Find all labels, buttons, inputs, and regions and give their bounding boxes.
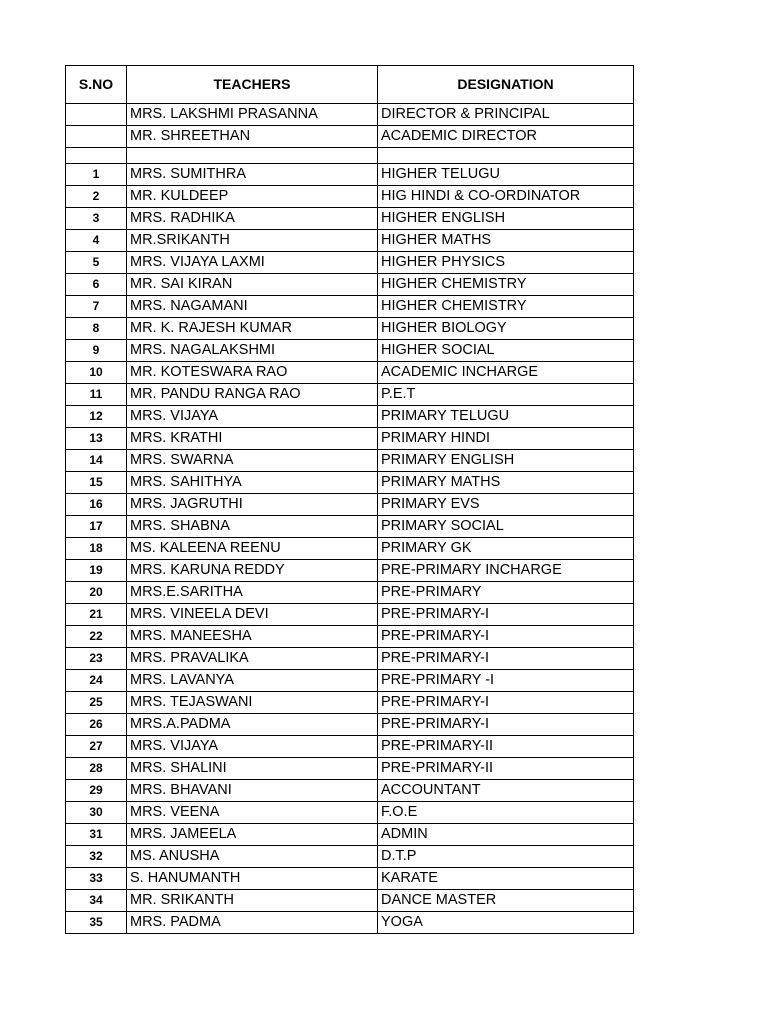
table-row [66, 362, 634, 384]
designation-cell: HIGHER SOCIAL [378, 340, 634, 362]
teacher-name-cell: MS. KALEENA REENU [127, 538, 378, 560]
serial-number-cell: 28 [66, 758, 127, 780]
serial-number-cell: 19 [66, 560, 127, 582]
designation-cell: ACCOUNTANT [378, 780, 634, 802]
teacher-name-cell: MR.SRIKANTH [127, 230, 378, 252]
designation-cell: F.O.E [378, 802, 634, 824]
serial-number-cell: 8 [66, 318, 127, 340]
table-row [66, 560, 634, 582]
teacher-name-cell: MRS. BHAVANI [127, 780, 378, 802]
serial-number-cell [66, 148, 127, 164]
designation-cell: PRIMARY MATHS [378, 472, 634, 494]
table-row [66, 538, 634, 560]
designation-cell: P.E.T [378, 384, 634, 406]
table-row [66, 582, 634, 604]
table-body [66, 104, 634, 934]
designation-cell: ADMIN [378, 824, 634, 846]
blank-separator-row [66, 148, 634, 164]
staff-table [65, 65, 634, 934]
serial-number-cell: 3 [66, 208, 127, 230]
column-header-designation: DESIGNATION [378, 66, 634, 104]
teacher-name-cell: MR. KULDEEP [127, 186, 378, 208]
table-row [66, 450, 634, 472]
designation-cell: D.T.P [378, 846, 634, 868]
table-row [66, 230, 634, 252]
teacher-name-cell: MRS. VIJAYA [127, 406, 378, 428]
teacher-name-cell: MRS. PRAVALIKA [127, 648, 378, 670]
serial-number-cell: 17 [66, 516, 127, 538]
table-row [66, 104, 634, 126]
designation-cell: PRE-PRIMARY-II [378, 758, 634, 780]
table-row [66, 516, 634, 538]
designation-cell: PRIMARY SOCIAL [378, 516, 634, 538]
header-row [66, 66, 634, 104]
teacher-name-cell: MRS. LAKSHMI PRASANNA [127, 104, 378, 126]
serial-number-cell: 23 [66, 648, 127, 670]
designation-cell: HIGHER ENGLISH [378, 208, 634, 230]
serial-number-cell: 33 [66, 868, 127, 890]
designation-cell: PRIMARY EVS [378, 494, 634, 516]
serial-number-cell: 12 [66, 406, 127, 428]
table-row [66, 126, 634, 148]
designation-cell: ACADEMIC DIRECTOR [378, 126, 634, 148]
table-row [66, 274, 634, 296]
designation-cell: HIGHER PHYSICS [378, 252, 634, 274]
table-row [66, 604, 634, 626]
designation-cell: HIG HINDI & CO-ORDINATOR [378, 186, 634, 208]
teacher-name-cell: MS. ANUSHA [127, 846, 378, 868]
table-row [66, 736, 634, 758]
table-row [66, 780, 634, 802]
serial-number-cell: 31 [66, 824, 127, 846]
serial-number-cell: 30 [66, 802, 127, 824]
serial-number-cell: 35 [66, 912, 127, 934]
teacher-name-cell: MRS. NAGAMANI [127, 296, 378, 318]
table-row [66, 714, 634, 736]
designation-cell: PRE-PRIMARY-I [378, 648, 634, 670]
teacher-name-cell: MR. SAI KIRAN [127, 274, 378, 296]
serial-number-cell: 7 [66, 296, 127, 318]
designation-cell: PRE-PRIMARY-I [378, 626, 634, 648]
designation-cell [378, 148, 634, 164]
serial-number-cell: 22 [66, 626, 127, 648]
teacher-name-cell: MR. SRIKANTH [127, 890, 378, 912]
serial-number-cell: 13 [66, 428, 127, 450]
serial-number-cell: 4 [66, 230, 127, 252]
table-row [66, 626, 634, 648]
serial-number-cell: 20 [66, 582, 127, 604]
teacher-name-cell: MRS. SWARNA [127, 450, 378, 472]
table-row [66, 802, 634, 824]
teacher-name-cell: MRS. SAHITHYA [127, 472, 378, 494]
designation-cell: PRIMARY GK [378, 538, 634, 560]
designation-cell: PRE-PRIMARY-I [378, 604, 634, 626]
teacher-name-cell: MRS. VIJAYA LAXMI [127, 252, 378, 274]
designation-cell: DIRECTOR & PRINCIPAL [378, 104, 634, 126]
teacher-name-cell: MRS. TEJASWANI [127, 692, 378, 714]
designation-cell: KARATE [378, 868, 634, 890]
teacher-name-cell: MRS. PADMA [127, 912, 378, 934]
designation-cell: HIGHER CHEMISTRY [378, 274, 634, 296]
teacher-name-cell [127, 148, 378, 164]
teacher-name-cell: MRS. SHALINI [127, 758, 378, 780]
serial-number-cell: 10 [66, 362, 127, 384]
designation-cell: PRE-PRIMARY-I [378, 692, 634, 714]
serial-number-cell: 14 [66, 450, 127, 472]
table-row [66, 692, 634, 714]
designation-cell: HIGHER TELUGU [378, 164, 634, 186]
teacher-name-cell: MRS. SUMITHRA [127, 164, 378, 186]
table-row [66, 164, 634, 186]
teacher-name-cell: MR. SHREETHAN [127, 126, 378, 148]
teacher-name-cell: MRS. VEENA [127, 802, 378, 824]
table-row [66, 912, 634, 934]
table-row [66, 296, 634, 318]
teacher-name-cell: MRS. KARUNA REDDY [127, 560, 378, 582]
teacher-name-cell: MRS. JAGRUTHI [127, 494, 378, 516]
table-row [66, 318, 634, 340]
serial-number-cell [66, 126, 127, 148]
serial-number-cell: 1 [66, 164, 127, 186]
designation-cell: PRIMARY ENGLISH [378, 450, 634, 472]
teacher-name-cell: MRS. MANEESHA [127, 626, 378, 648]
column-header-sno: S.NO [66, 66, 127, 104]
teacher-name-cell: MRS. VINEELA DEVI [127, 604, 378, 626]
table-row [66, 824, 634, 846]
designation-cell: PRE-PRIMARY-I [378, 714, 634, 736]
designation-cell: PRE-PRIMARY-II [378, 736, 634, 758]
table-row [66, 340, 634, 362]
serial-number-cell: 26 [66, 714, 127, 736]
serial-number-cell: 24 [66, 670, 127, 692]
column-header-teachers: TEACHERS [127, 66, 378, 104]
table-row [66, 384, 634, 406]
serial-number-cell: 21 [66, 604, 127, 626]
table-row [66, 208, 634, 230]
table-row [66, 406, 634, 428]
serial-number-cell: 6 [66, 274, 127, 296]
serial-number-cell: 29 [66, 780, 127, 802]
serial-number-cell: 15 [66, 472, 127, 494]
designation-cell: PRIMARY HINDI [378, 428, 634, 450]
designation-cell: PRE-PRIMARY -I [378, 670, 634, 692]
designation-cell: YOGA [378, 912, 634, 934]
designation-cell: HIGHER MATHS [378, 230, 634, 252]
designation-cell: HIGHER BIOLOGY [378, 318, 634, 340]
serial-number-cell: 32 [66, 846, 127, 868]
table-row [66, 186, 634, 208]
table-row [66, 890, 634, 912]
table-row [66, 428, 634, 450]
teacher-name-cell: MR. K. RAJESH KUMAR [127, 318, 378, 340]
serial-number-cell: 11 [66, 384, 127, 406]
table-row [66, 252, 634, 274]
serial-number-cell: 25 [66, 692, 127, 714]
table-row [66, 868, 634, 890]
serial-number-cell: 18 [66, 538, 127, 560]
serial-number-cell: 27 [66, 736, 127, 758]
table-row [66, 648, 634, 670]
serial-number-cell: 2 [66, 186, 127, 208]
designation-cell: PRIMARY TELUGU [378, 406, 634, 428]
teacher-name-cell: MRS. RADHIKA [127, 208, 378, 230]
designation-cell: ACADEMIC INCHARGE [378, 362, 634, 384]
teacher-name-cell: MRS. JAMEELA [127, 824, 378, 846]
designation-cell: PRE-PRIMARY INCHARGE [378, 560, 634, 582]
teacher-name-cell: MRS. VIJAYA [127, 736, 378, 758]
designation-cell: PRE-PRIMARY [378, 582, 634, 604]
table-row [66, 846, 634, 868]
designation-cell: DANCE MASTER [378, 890, 634, 912]
serial-number-cell: 5 [66, 252, 127, 274]
serial-number-cell: 9 [66, 340, 127, 362]
table-row [66, 494, 634, 516]
teacher-name-cell: S. HANUMANTH [127, 868, 378, 890]
teacher-name-cell: MRS. NAGALAKSHMI [127, 340, 378, 362]
teacher-name-cell: MRS. SHABNA [127, 516, 378, 538]
teacher-name-cell: MRS.E.SARITHA [127, 582, 378, 604]
table-row [66, 472, 634, 494]
teacher-name-cell: MR. KOTESWARA RAO [127, 362, 378, 384]
teacher-name-cell: MRS. KRATHI [127, 428, 378, 450]
serial-number-cell [66, 104, 127, 126]
teacher-name-cell: MRS.A.PADMA [127, 714, 378, 736]
serial-number-cell: 34 [66, 890, 127, 912]
teacher-name-cell: MR. PANDU RANGA RAO [127, 384, 378, 406]
table-row [66, 758, 634, 780]
table-row [66, 670, 634, 692]
designation-cell: HIGHER CHEMISTRY [378, 296, 634, 318]
teacher-name-cell: MRS. LAVANYA [127, 670, 378, 692]
serial-number-cell: 16 [66, 494, 127, 516]
